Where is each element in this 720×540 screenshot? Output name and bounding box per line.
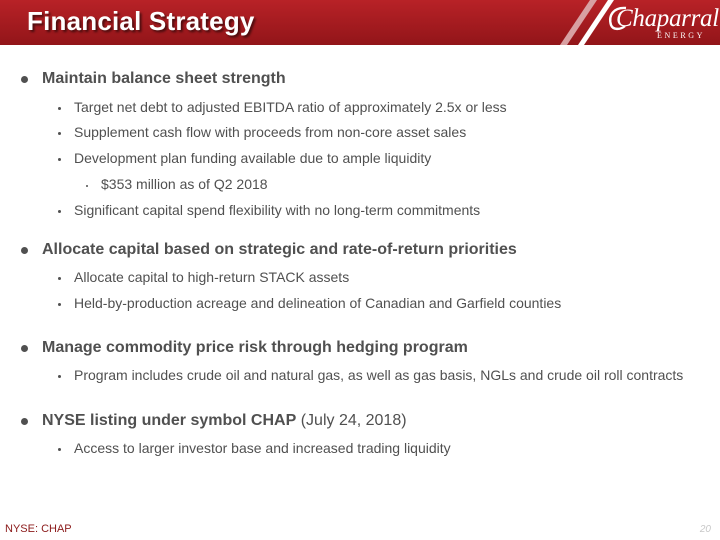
bullet-dot [21, 247, 28, 254]
sub-bullet: Access to larger investor base and increased trading liquidity [74, 440, 451, 456]
bullet-heading [42, 412, 407, 430]
footer-ticker: NYSE: CHAP [5, 523, 72, 535]
sub-bullet-dot [58, 107, 61, 110]
company-logo [606, 5, 718, 43]
sub-bullet: Supplement cash flow with proceeds from non-core asset sales [74, 124, 467, 140]
sub-bullet-dot [58, 132, 61, 135]
sub-bullet: Allocate capital to high-return STACK assets [74, 269, 350, 285]
bullet-heading: Maintain balance sheet strength [42, 70, 286, 87]
sub-bullet: Held-by-production acreage and delineation of Canadian and Garfield counties [74, 295, 562, 311]
bullet-heading-date: (July 24, 2018) [296, 412, 407, 429]
sub-bullet: Development plan funding available due to ample liquidity [74, 150, 432, 166]
page-number: 20 [699, 524, 711, 535]
sub-bullet: Target net debt to adjusted EBITDA ratio of approximately 2.5x or less [74, 99, 507, 115]
bullet-dot [21, 76, 28, 83]
bullet-heading: Manage commodity price risk through hedging program [42, 339, 468, 356]
sub-sub-bullet-dot [86, 185, 88, 187]
bullet-heading-bold: NYSE listing under symbol CHAP [42, 412, 297, 429]
sub-bullet-dot [58, 210, 61, 213]
sub-bullet-dot [58, 158, 61, 161]
bullet-dot [21, 418, 28, 425]
bullet-heading: Allocate capital based on strategic and rate-of-return priorities [42, 241, 517, 258]
sub-bullet-dot [58, 303, 61, 306]
bullet-dot [21, 345, 28, 352]
sub-bullet: Significant capital spend flexibility with no long-term commitments [74, 202, 481, 218]
logo-subtitle: ENERGY [657, 31, 706, 40]
sub-bullet-dot [58, 375, 61, 378]
sub-sub-bullet: $353 million as of Q2 2018 [101, 176, 268, 192]
logo-wordmark: Chaparral [616, 5, 719, 32]
slide-title: Financial Strategy [27, 6, 255, 36]
header-bar [0, 0, 720, 45]
sub-bullet-dot [58, 277, 61, 280]
sub-bullet: Program includes crude oil and natural gas, as well as gas basis, NGLs and crude oil roll contracts [74, 367, 684, 383]
sub-bullet-dot [58, 448, 61, 451]
